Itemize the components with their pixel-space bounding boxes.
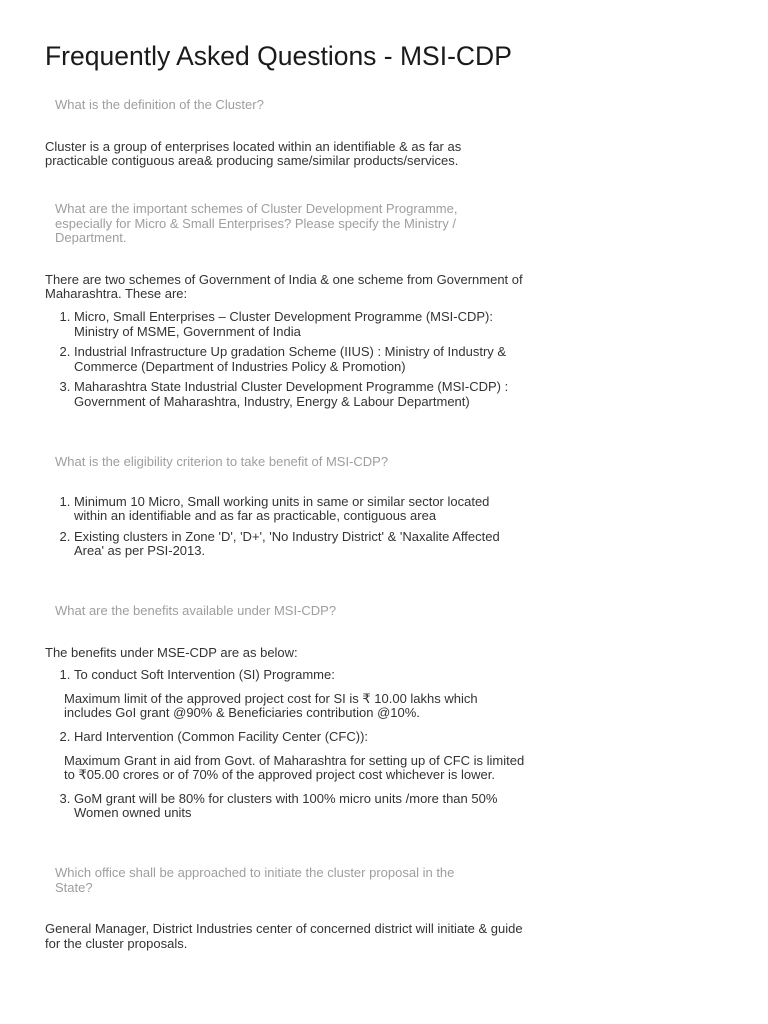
faq-item-cluster-definition — [45, 98, 525, 169]
list-item: 3. Maharashtra State Industrial Cluster Development Programme (MSI-CDP) : Government of Maharashtra, Industry, Energy & Labour Department) — [74, 380, 525, 409]
faq-answer — [45, 646, 525, 821]
faq-answer — [45, 495, 525, 559]
faq-question[interactable]: What are the benefits available under MSI-CDP? — [55, 603, 337, 618]
answer-text: Cluster is a group of enterprises located within an identifiable & as far as practicable contiguous area& producing same/similar products/services. — [45, 138, 462, 169]
benefit-title: Hard Intervention (Common Facility Center (CFC)): — [74, 728, 369, 744]
answer-intro: There are two schemes of Government of India & one scheme from Government of Maharashtra. These are: — [45, 271, 523, 302]
list-item: 2. Industrial Infrastructure Up gradation Scheme (IIUS) : Ministry of Industry & Commerce (Department of Industries Policy & Promotion) — [74, 345, 525, 374]
faq-item-benefits — [45, 604, 525, 821]
faq-item-schemes — [45, 202, 525, 410]
faq-item-eligibility — [45, 455, 525, 559]
faq-question[interactable]: What is the definition of the Cluster? — [55, 97, 264, 112]
benefit-title: GoM grant will be 80% for clusters with 100% micro units /more than 50% Women owned units — [74, 790, 498, 821]
benefits-list — [45, 668, 525, 821]
schemes-list — [45, 310, 525, 410]
list-item: 1. Minimum 10 Micro, Small working units in same or similar sector located within an identifiable and as far as practicable, contiguous area — [74, 495, 525, 524]
list-item — [64, 667, 525, 721]
page-title: Frequently Asked Questions - MSI-CDP — [45, 41, 512, 71]
faq-question[interactable]: What is the eligibility criterion to take benefit of MSI-CDP? — [55, 454, 389, 469]
faq-answer — [45, 273, 525, 410]
faq-item-office — [45, 866, 525, 951]
list-item: 2. Existing clusters in Zone 'D', 'D+', 'No Industry District' & 'Naxalite Affected Area' as per PSI-2013. — [74, 530, 525, 559]
benefit-detail: Maximum limit of the approved project cost for SI is ₹ 10.00 lakhs which includes GoI grant @90% & Beneficiaries contribution @10%. — [64, 690, 478, 721]
faq-answer — [45, 140, 525, 169]
faq-question[interactable]: What are the important schemes of Cluster Development Programme, especially for Micro & Small Enterprises? Please specify the Ministry / Department. — [55, 201, 458, 246]
answer-text: General Manager, District Industries center of concerned district will initiate & guide for the cluster proposals. — [45, 921, 523, 951]
list-item — [64, 728, 525, 783]
faq-answer — [45, 922, 525, 951]
faq-question[interactable]: Which office shall be approached to initiate the cluster proposal in the State? — [55, 865, 455, 895]
benefit-detail: Maximum Grant in aid from Govt. of Maharashtra for setting up of CFC is limited to ₹05.00 crores or of 70% of the approved project cost whichever is lower. — [64, 752, 525, 783]
list-item — [74, 792, 525, 821]
eligibility-list — [45, 495, 525, 559]
benefit-title: To conduct Soft Intervention (SI) Programme: — [74, 667, 335, 683]
answer-intro: The benefits under MSE-CDP are as below: — [45, 644, 298, 660]
list-item: 1. Micro, Small Enterprises – Cluster Development Programme (MSI-CDP): Ministry of MSME, Government of India — [74, 310, 525, 339]
